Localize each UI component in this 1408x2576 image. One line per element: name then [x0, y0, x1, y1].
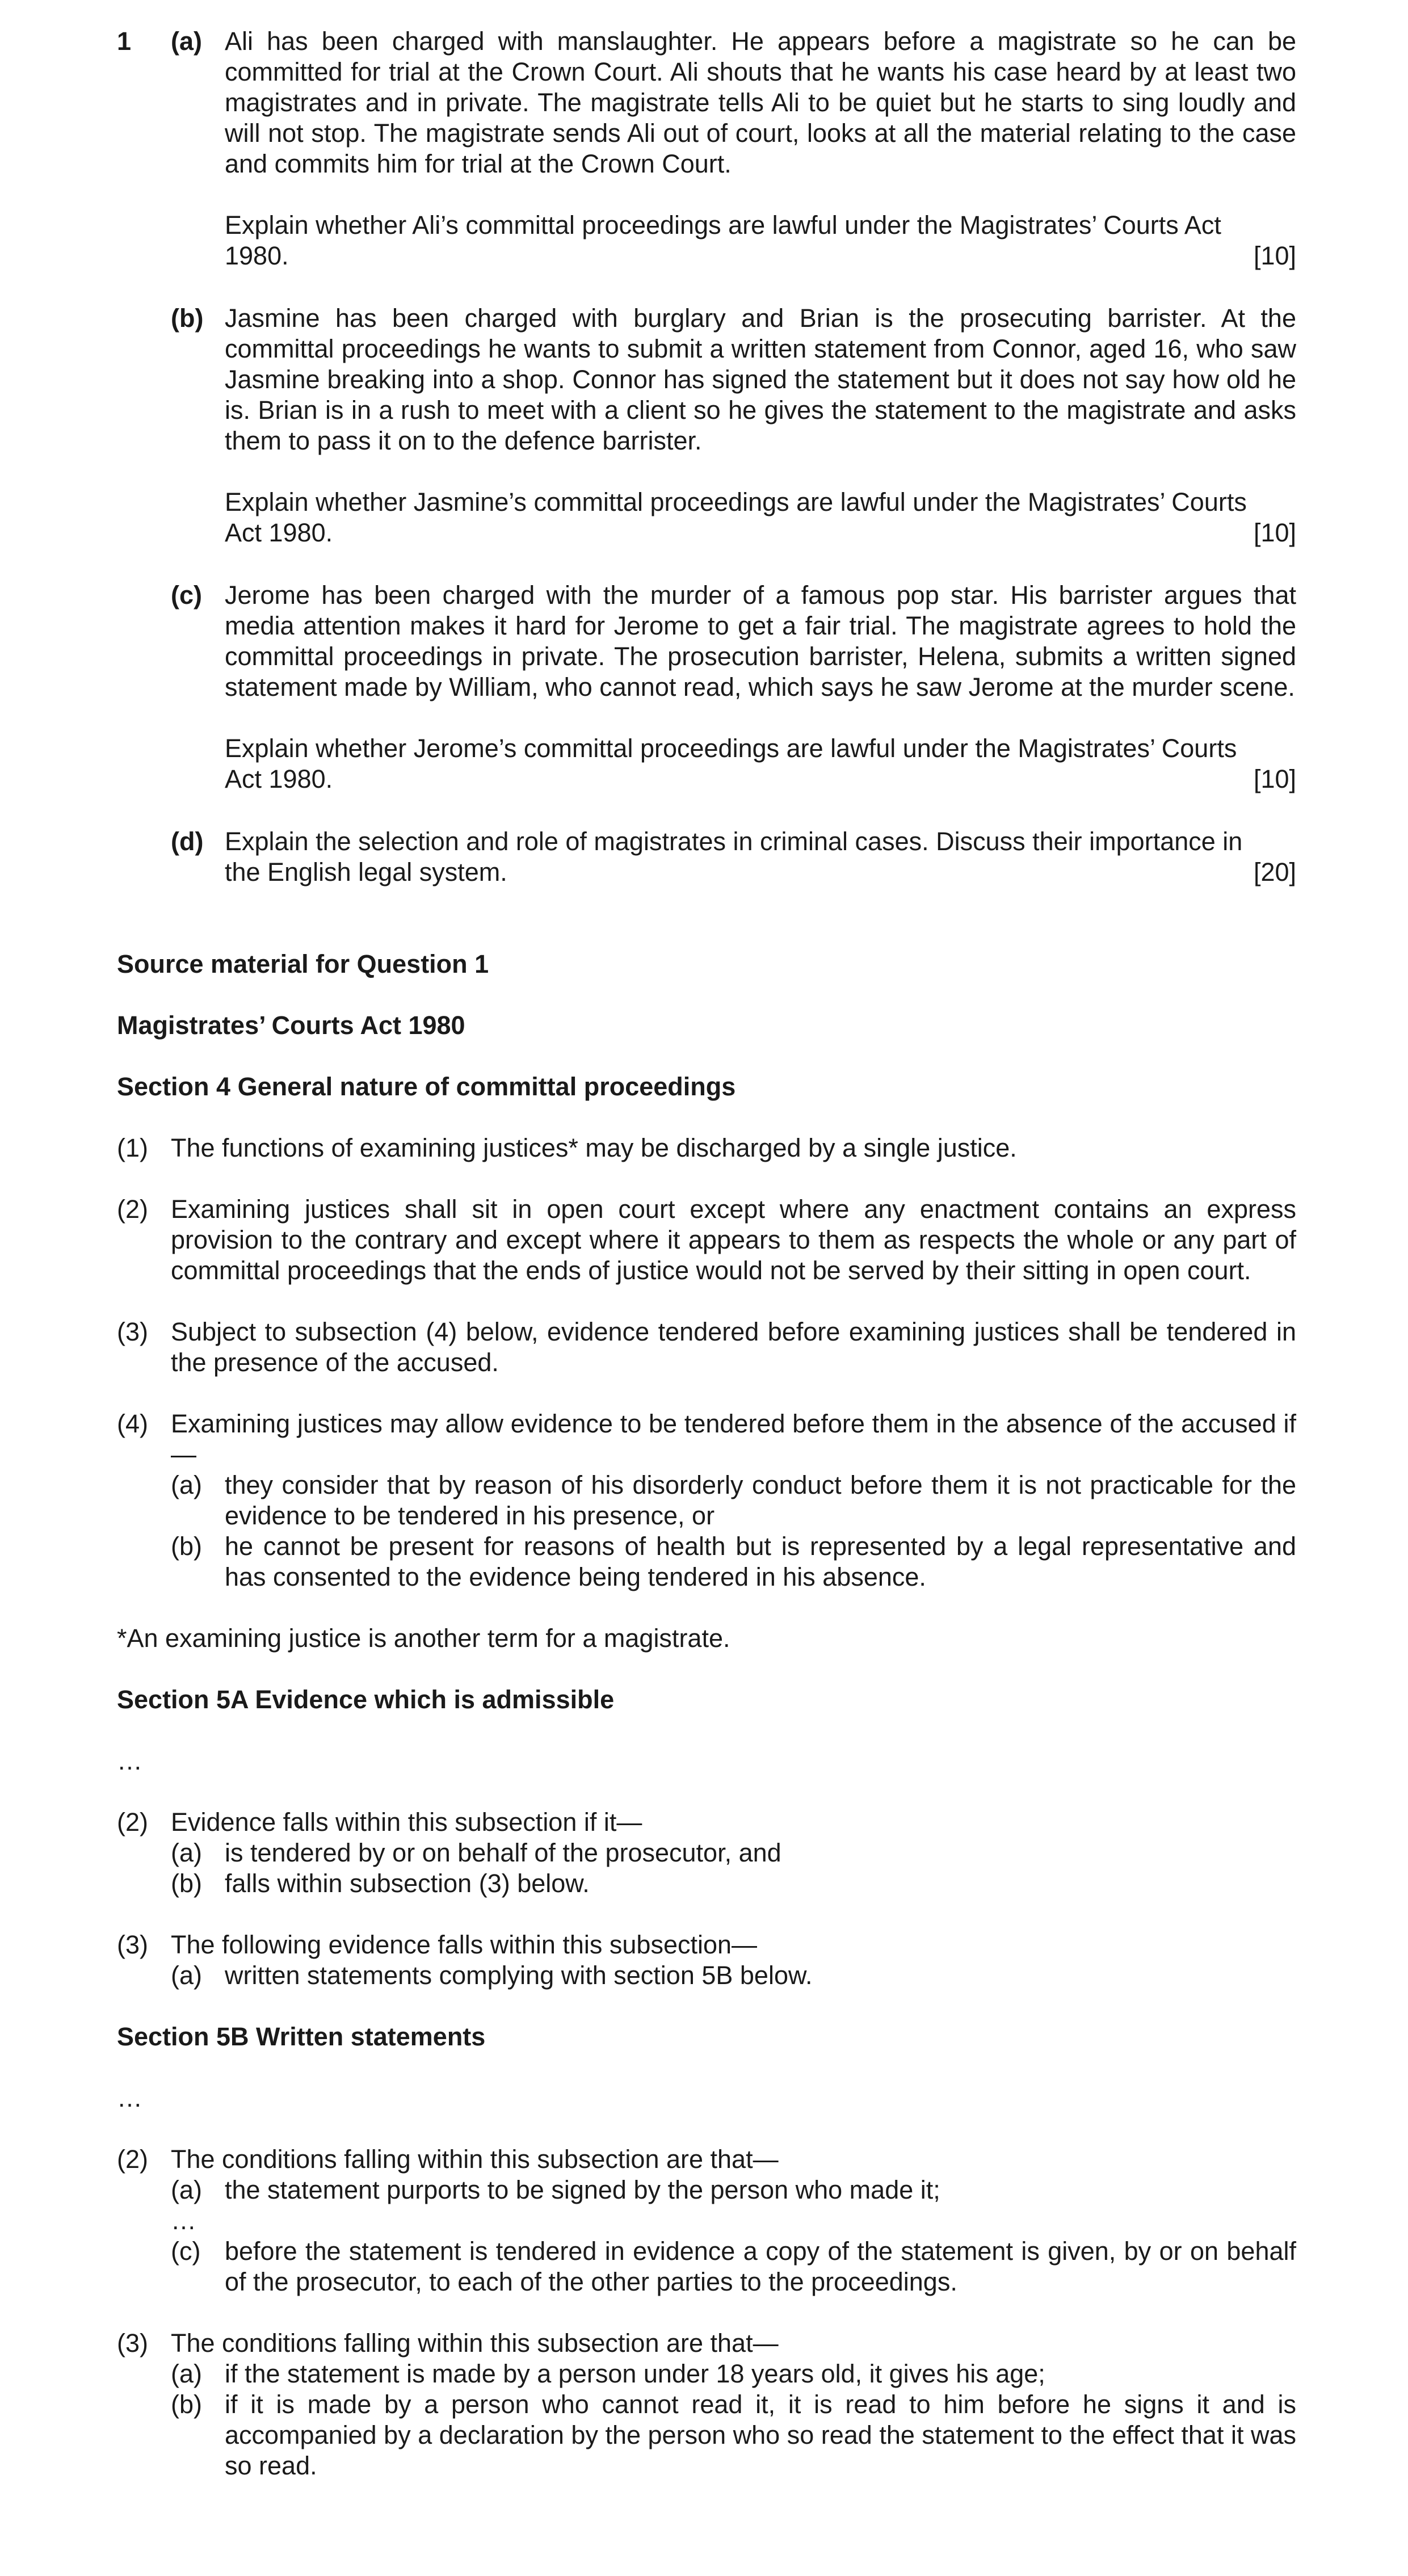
- s5b-ellipsis: …: [117, 2083, 142, 2112]
- s4-subsection-1-num: (1): [117, 1133, 148, 1162]
- s4-subsection-1: [117, 1133, 1296, 1163]
- question-1: [117, 26, 1296, 888]
- s5a-sub2-b: [171, 1868, 1296, 1899]
- s5a-subsection-3: [117, 1930, 1296, 1991]
- s5a-sub2-b-label: (b): [171, 1869, 202, 1898]
- s5a-sub2-b-text: falls within subsection (3) below.: [225, 1869, 590, 1898]
- part-b-scenario: Jasmine has been charged with burglary and Brian is the prosecuting barrister. At the committal proceedings he wants to submit a written statement from Connor, aged 16, who saw Jasmine breaking into a shop. Connor has signed the statement but it does not say how old he is. Brian is in a rush to meet with a client so he gives the statement to the magistrate and asks them to pass it on to the defence barrister.: [225, 304, 1296, 455]
- s5b-subsection-2-num: (2): [117, 2145, 148, 2174]
- s5a-ellipsis: …: [117, 1746, 142, 1775]
- part-c-task-line2: Act 1980.: [225, 764, 333, 793]
- section-5b-heading: Section 5B Written statements: [117, 2022, 486, 2051]
- s5b-sub2-a-text: the statement purports to be signed by the person who made it;: [225, 2175, 940, 2204]
- part-a-task-line1: Explain whether Ali’s committal proceedings are lawful under the Magistrates’ Courts Act: [225, 211, 1221, 239]
- s4-sub4-b: [171, 1531, 1296, 1592]
- s5b-subsection-2-text: The conditions falling within this subsection are that—: [171, 2145, 779, 2174]
- s5b-subsection-3-num: (3): [117, 2329, 148, 2358]
- s4-sub4-a-text: they consider that by reason of his disorderly conduct before them it is not practicable for the evidence to be tendered in his presence, or: [225, 1470, 1296, 1530]
- s5b-subsection-3: [117, 2328, 1296, 2481]
- part-label-c: (c): [171, 581, 202, 610]
- s5b-sub3-b-text: if it is made by a person who cannot read it, it is read to him before he signs it and is accompanied by a declaration by the person who so read the statement to the effect that it was so read.: [225, 2390, 1296, 2480]
- s5a-sub3-a-text: written statements complying with section 5B below.: [225, 1961, 813, 1990]
- s5b-sub3-a: [171, 2359, 1296, 2389]
- question-part-a: [171, 26, 1296, 271]
- s5b-subsection-3-text: The conditions falling within this subsection are that—: [171, 2329, 779, 2358]
- part-b-task-last: [225, 518, 1296, 548]
- s5b-sub3-a-label: (a): [171, 2359, 202, 2388]
- part-c-task-last: [225, 764, 1296, 795]
- part-a-marks: [10]: [1253, 241, 1296, 270]
- section-4-heading: Section 4 General nature of committal proceedings: [117, 1072, 736, 1101]
- s5b-sub2-a-label: (a): [171, 2175, 202, 2204]
- s5a-sub2-a: [171, 1838, 1296, 1868]
- s5b-sub3-a-text: if the statement is made by a person under 18 years old, it gives his age;: [225, 2359, 1045, 2388]
- part-c-scenario: Jerome has been charged with the murder of a famous pop star. His barrister argues that media attention makes it hard for Jerome to get a fair trial. The magistrate agrees to hold the committal proceedings in private. The prosecution barrister, Helena, submits a written signed statement made by William, who cannot read, which says he saw Jerome at the murder scene.: [225, 581, 1296, 701]
- s5b-sub2-c-text: before the statement is tendered in evidence a copy of the statement is given, by or on behalf of the prosecutor, to each of the other parties to the proceedings.: [225, 2237, 1296, 2296]
- part-d-task-last: [225, 857, 1296, 888]
- part-d-marks: [20]: [1253, 858, 1296, 886]
- part-a-scenario: Ali has been charged with manslaughter. He appears before a magistrate so he can be committed for trial at the Crown Court. Ali shouts that he wants his case heard by at least two magistrates and in private. The magistrate tells Ali to be quiet but he starts to sing loudly and will not stop. The magistrate sends Ali out of court, looks at all the material relating to the case and commits him for trial at the Crown Court.: [225, 27, 1296, 178]
- footnote: *An examining justice is another term for a magistrate.: [117, 1624, 730, 1653]
- s4-subsection-2-num: (2): [117, 1195, 148, 1224]
- s4-sub4-b-label: (b): [171, 1532, 202, 1561]
- act-title: Magistrates’ Courts Act 1980: [117, 1011, 465, 1040]
- s4-sub4-a: [171, 1470, 1296, 1531]
- part-label-b: (b): [171, 304, 204, 333]
- source-heading: Source material for Question 1: [117, 949, 489, 978]
- question-number: 1: [117, 27, 132, 56]
- s5b-sub2-c-label: (c): [171, 2237, 201, 2266]
- part-d-task-line1: Explain the selection and role of magistrates in criminal cases. Discuss their importance in: [225, 827, 1243, 856]
- question-part-d: [171, 826, 1296, 888]
- exam-page: [117, 26, 1296, 2481]
- s5a-subsection-2: [117, 1807, 1296, 1899]
- part-b-marks: [10]: [1253, 518, 1296, 547]
- s4-subsection-3-num: (3): [117, 1317, 148, 1346]
- s4-subsection-1-text: The functions of examining justices* may be discharged by a single justice.: [171, 1133, 1017, 1162]
- s5a-sub2-a-text: is tendered by or on behalf of the prosecutor, and: [225, 1838, 781, 1867]
- part-label-d: (d): [171, 827, 204, 856]
- s5a-sub3-a: [171, 1960, 1296, 1991]
- s5b-sub2-a: [171, 2175, 1296, 2205]
- s4-sub4-a-label: (a): [171, 1470, 202, 1499]
- part-a-task-line2: 1980.: [225, 241, 289, 270]
- part-d-task-line2: the English legal system.: [225, 858, 507, 886]
- s4-subsection-2-text: Examining justices shall sit in open court except where any enactment contains an express provision to the contrary and except where it appears to them as respects the whole or any part of committal proceedings that the ends of justice would not be served by their sitting in open court.: [171, 1195, 1296, 1285]
- s4-sub4-b-text: he cannot be present for reasons of health but is represented by a legal representative and has consented to the evidence being tendered in his absence.: [225, 1532, 1296, 1591]
- s5a-sub3-a-label: (a): [171, 1961, 202, 1990]
- s4-subsection-2: [117, 1194, 1296, 1286]
- part-b-task-line1: Explain whether Jasmine’s committal proceedings are lawful under the Magistrates’ Courts: [225, 488, 1247, 516]
- part-label-a: (a): [171, 27, 202, 56]
- s5a-subsection-3-text: The following evidence falls within this subsection—: [171, 1930, 758, 1959]
- s5b-sub2-ellipsis: …: [171, 2206, 196, 2235]
- s5b-subsection-2: [117, 2144, 1296, 2297]
- s5b-sub2-c: [171, 2236, 1296, 2297]
- s5a-subsection-3-num: (3): [117, 1930, 148, 1959]
- s5a-sub2-a-label: (a): [171, 1838, 202, 1867]
- s5a-subsection-2-text: Evidence falls within this subsection if it—: [171, 1808, 642, 1837]
- s4-subsection-4-text: Examining justices may allow evidence to be tendered before them in the absence of the accused if—: [171, 1409, 1296, 1469]
- s4-subsection-3-text: Subject to subsection (4) below, evidence tendered before examining justices shall be tendered in the presence of the accused.: [171, 1317, 1296, 1377]
- section-5a-heading: Section 5A Evidence which is admissible: [117, 1685, 615, 1714]
- s4-subsection-4-num: (4): [117, 1409, 148, 1438]
- s5b-sub3-b-label: (b): [171, 2390, 202, 2419]
- part-c-marks: [10]: [1253, 764, 1296, 793]
- s5b-sub3-b: [171, 2389, 1296, 2481]
- question-part-c: [171, 580, 1296, 795]
- s5a-subsection-2-num: (2): [117, 1808, 148, 1837]
- s4-subsection-4: [117, 1409, 1296, 1592]
- part-c-task-line1: Explain whether Jerome’s committal proceedings are lawful under the Magistrates’ Courts: [225, 734, 1237, 763]
- s4-subsection-3: [117, 1317, 1296, 1378]
- question-part-b: [171, 303, 1296, 548]
- part-b-task-line2: Act 1980.: [225, 518, 333, 547]
- part-a-task-last: [225, 241, 1296, 271]
